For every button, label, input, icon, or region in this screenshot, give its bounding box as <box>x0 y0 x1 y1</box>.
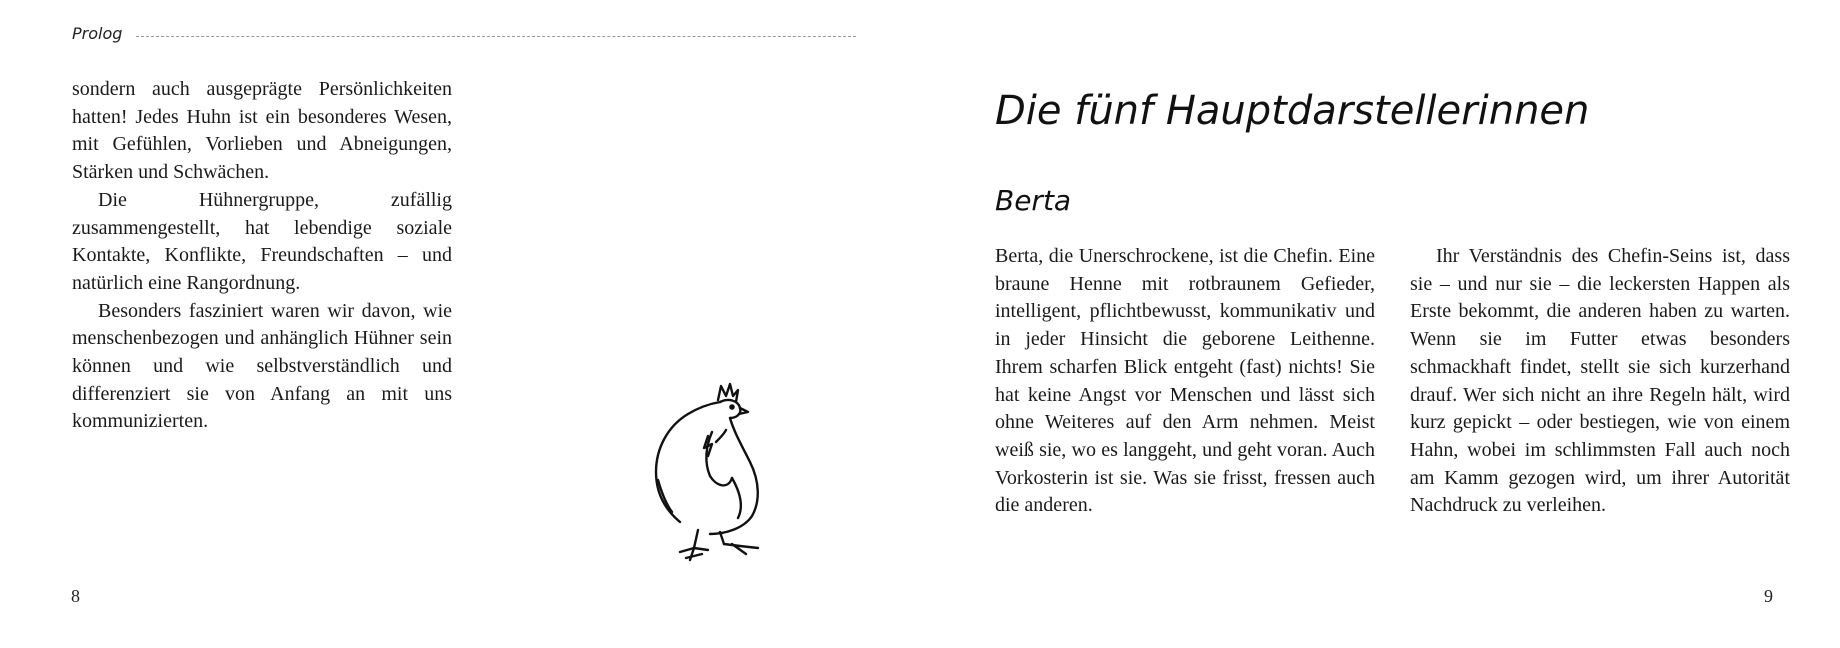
paragraph: Ihr Verständnis des Chefin-Seins ist, dass sie – und nur sie – die leckersten Happen als Erste bekommt, die anderen haben zu warten. Wenn sie im Futter etwas besonders schmackhaft findet, stellt sie sich kurzerhand drauf. Wer sich nicht an ihre Regeln hält, wird kurz gepickt – oder bestiegen, wie von einem Hahn, wobei im schlimmsten Fall auch noch am Kamm gezogen wird, um ihrer Autorität Nachdruck zu verleihen. <box>1410 245 1790 517</box>
paragraph: Besonders fasziniert waren wir davon, wie menschenbezogen und anhänglich Hühner sein können und wie selbstverständlich und differenziert sie von Anfang an mit uns kommunizierten. <box>72 299 452 433</box>
right-page-column-1 <box>995 243 1375 520</box>
paragraph: sondern auch ausgeprägte Persönlichkeiten hatten! Jedes Huhn ist ein besonderes Wesen, mit Gefühlen, Vorlieben und Abneigungen, Stärken und Schwächen. <box>72 78 452 184</box>
page-number-left: 8 <box>71 586 80 606</box>
section-title: Berta <box>995 184 1072 217</box>
paragraph: Berta, die Unerschrockene, ist die Chefin. Eine braune Henne mit rotbraunem Gefieder, intelligent, pflichtbewusst, kommunikativ und in jeder Hinsicht die geborene Leithenne. Ihrem scharfen Blick entgeht (fast) nichts! Sie hat keine Angst vor Menschen und lässt sich ohne Weiteres auf den Arm nehmen. Meist weiß sie, wo es langgeht, und geht voran. Auch Vorkosterin ist sie. Was sie frisst, fressen auch die anderen. <box>995 245 1375 517</box>
chapter-title: Die fünf Hauptdarstellerinnen <box>995 88 1590 134</box>
page-number-right: 9 <box>1764 586 1773 606</box>
paragraph: Die Hühnergruppe, zufällig zusammengestellt, hat lebendige soziale Kontakte, Konflikte, Freundschaften – und natürlich eine Rangordnung. <box>72 188 452 294</box>
right-page-column-2 <box>1410 243 1790 520</box>
running-head: Prolog <box>72 24 123 43</box>
hen-sketch-illustration <box>628 372 778 572</box>
running-head-rule <box>136 36 856 37</box>
left-page-text <box>72 76 452 436</box>
